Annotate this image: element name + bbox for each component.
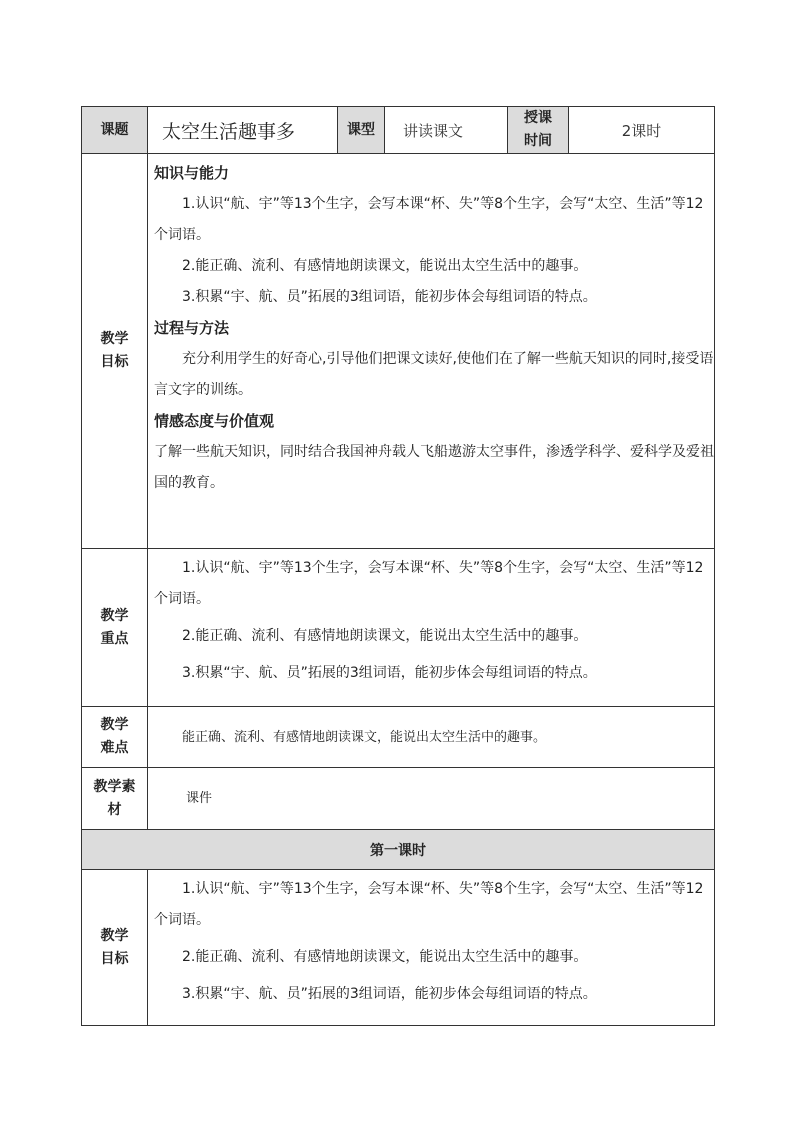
knowledge-heading: 知识与能力 [154, 164, 230, 182]
objective-item: 3.积累“宇、航、员”拓展的3组词语，能初步体会每组词语的特点。 [182, 289, 597, 305]
materials-label: 教学素材 [82, 768, 148, 830]
period-row [82, 830, 715, 870]
type-label: 课型 [338, 107, 385, 154]
period-objectives-label: 教学目标 [82, 870, 148, 1026]
attitude-heading: 情感态度与价值观 [154, 412, 275, 430]
process-text: 充分利用学生的好奇心,引导他们把课文读好,使他们在了解一些航天知识的同时,接受语言文字的训练。 [154, 351, 714, 398]
lesson-type: 讲读课文 [385, 107, 508, 154]
lesson-plan-table [81, 106, 715, 1026]
keypoint-item: 1.认识“航、宇”等13个生字，会写本课“杯、失”等8个生字，会写“太空、生活”等12个词语。 [154, 560, 704, 607]
lesson-hours: 2课时 [569, 107, 715, 154]
difficulty-row [82, 707, 715, 768]
lesson-title: 太空生活趣事多 [148, 107, 338, 154]
objectives-label: 教学目标 [82, 154, 148, 549]
materials-row [82, 768, 715, 830]
period-heading: 第一课时 [82, 830, 715, 870]
keypoint-item: 2.能正确、流利、有感情地朗读课文，能说出太空生活中的趣事。 [182, 628, 588, 644]
period-objectives-content [148, 870, 715, 1026]
time-label: 授课时间 [508, 107, 569, 154]
title-label: 课题 [82, 107, 148, 154]
header-row [82, 107, 715, 154]
objective-item: 1.认识“航、宇”等13个生字，会写本课“杯、失”等8个生字，会写“太空、生活”等12个词语。 [154, 196, 704, 243]
objectives-content [148, 154, 715, 549]
keypoint-item: 3.积累“宇、航、员”拓展的3组词语，能初步体会每组词语的特点。 [182, 665, 597, 681]
materials-text: 课件 [148, 768, 715, 830]
process-heading: 过程与方法 [154, 319, 230, 337]
period-objective-item: 2.能正确、流利、有感情地朗读课文，能说出太空生活中的趣事。 [182, 949, 588, 965]
attitude-text: 了解一些航天知识，同时结合我国神舟载人飞船遨游太空事件，渗透学科学、爱科学及爱祖国的教育。 [154, 444, 714, 491]
objectives-row [82, 154, 715, 549]
difficulty-label: 教学难点 [82, 707, 148, 768]
keypoints-content [148, 549, 715, 707]
keypoints-row [82, 549, 715, 707]
keypoints-label: 教学重点 [82, 549, 148, 707]
objective-item: 2.能正确、流利、有感情地朗读课文，能说出太空生活中的趣事。 [182, 258, 588, 274]
period-objectives-row [82, 870, 715, 1026]
difficulty-text: 能正确、流利、有感情地朗读课文，能说出太空生活中的趣事。 [148, 707, 715, 768]
period-objective-item: 1.认识“航、宇”等13个生字，会写本课“杯、失”等8个生字，会写“太空、生活”等12个词语。 [154, 881, 704, 928]
period-objective-item: 3.积累“宇、航、员”拓展的3组词语，能初步体会每组词语的特点。 [182, 986, 597, 1002]
